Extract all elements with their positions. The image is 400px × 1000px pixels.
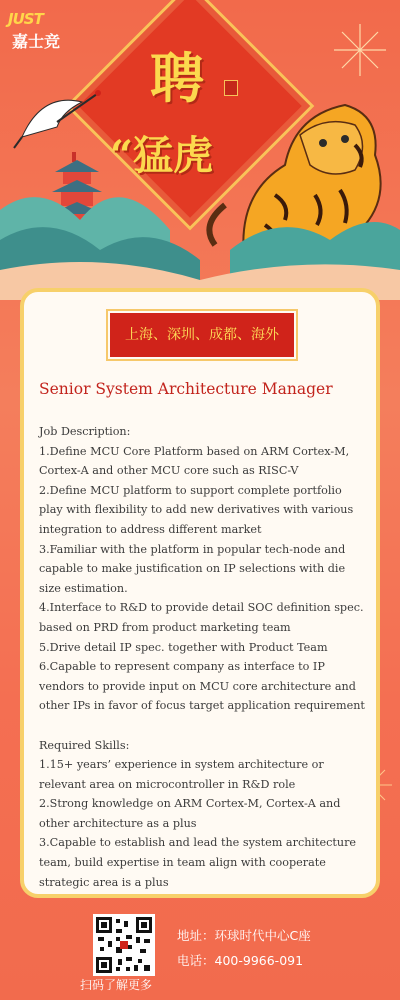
locations-label — [110, 313, 294, 357]
description-item: 2.Define MCU platform to support complete portfolio play with flexibility to add new derivatives with various integration to address different market — [39, 483, 354, 536]
skills-item: 2.Strong knowledge on ARM Cortex-M, Cortex-A and other architecture as a plus — [39, 797, 341, 830]
crane-illustration — [12, 82, 102, 152]
skills-item: 3.Capable to establish and lead the system architecture team, build expertise in team align with cooperate strategic area is a plus — [39, 836, 357, 889]
description-item: 5.Drive detail IP spec. together with Product Team — [39, 640, 328, 654]
skills-item: 1.15+ years’ experience in system architecture or relevant area on microcontroller in R&D role — [39, 758, 324, 791]
description-item: 6.Capable to represent company as interface to IP vendors to provide input on MCU core architecture and other IPs in favor of focus target application requirement — [39, 660, 365, 713]
qr-code[interactable] — [93, 914, 155, 976]
banner-char-main: 聘 — [150, 46, 204, 110]
skills-heading: Required Skills: — [39, 738, 130, 752]
firework-icon — [330, 20, 390, 80]
description-item: 1.Define MCU Core Platform based on ARM Cortex-M, Cortex-A and other MCU core such as RISC-V — [39, 444, 350, 478]
company-logo — [8, 10, 86, 56]
description-item: 4.Interface to R&D to provide detail SOC definition spec. based on PRD from product marketing team — [39, 601, 364, 634]
mountain-illustration — [0, 170, 400, 300]
job-title: Senior System Architecture Manager — [39, 380, 333, 398]
spacer — [39, 716, 369, 736]
job-details — [39, 422, 369, 892]
qr-code-icon — [96, 917, 152, 973]
description-heading: Job Description: — [39, 425, 131, 438]
logo-chinese: 嘉士竞 — [12, 32, 61, 51]
phone-text: 电话：400-9966-091 — [177, 953, 304, 968]
description-item: 3.Familiar with the platform in popular tech-node and capable to make justification on IP selections with die size estimation. — [39, 542, 346, 595]
address-text: 地址：环球时代中心C座 — [177, 928, 311, 943]
banner-char-sub: “猛虎 — [110, 132, 214, 179]
qr-caption: 扫码了解更多 — [80, 978, 153, 992]
locations-text: 上海、深圳、成都、海外 — [125, 327, 279, 343]
logo-latin: JUST — [8, 10, 43, 28]
